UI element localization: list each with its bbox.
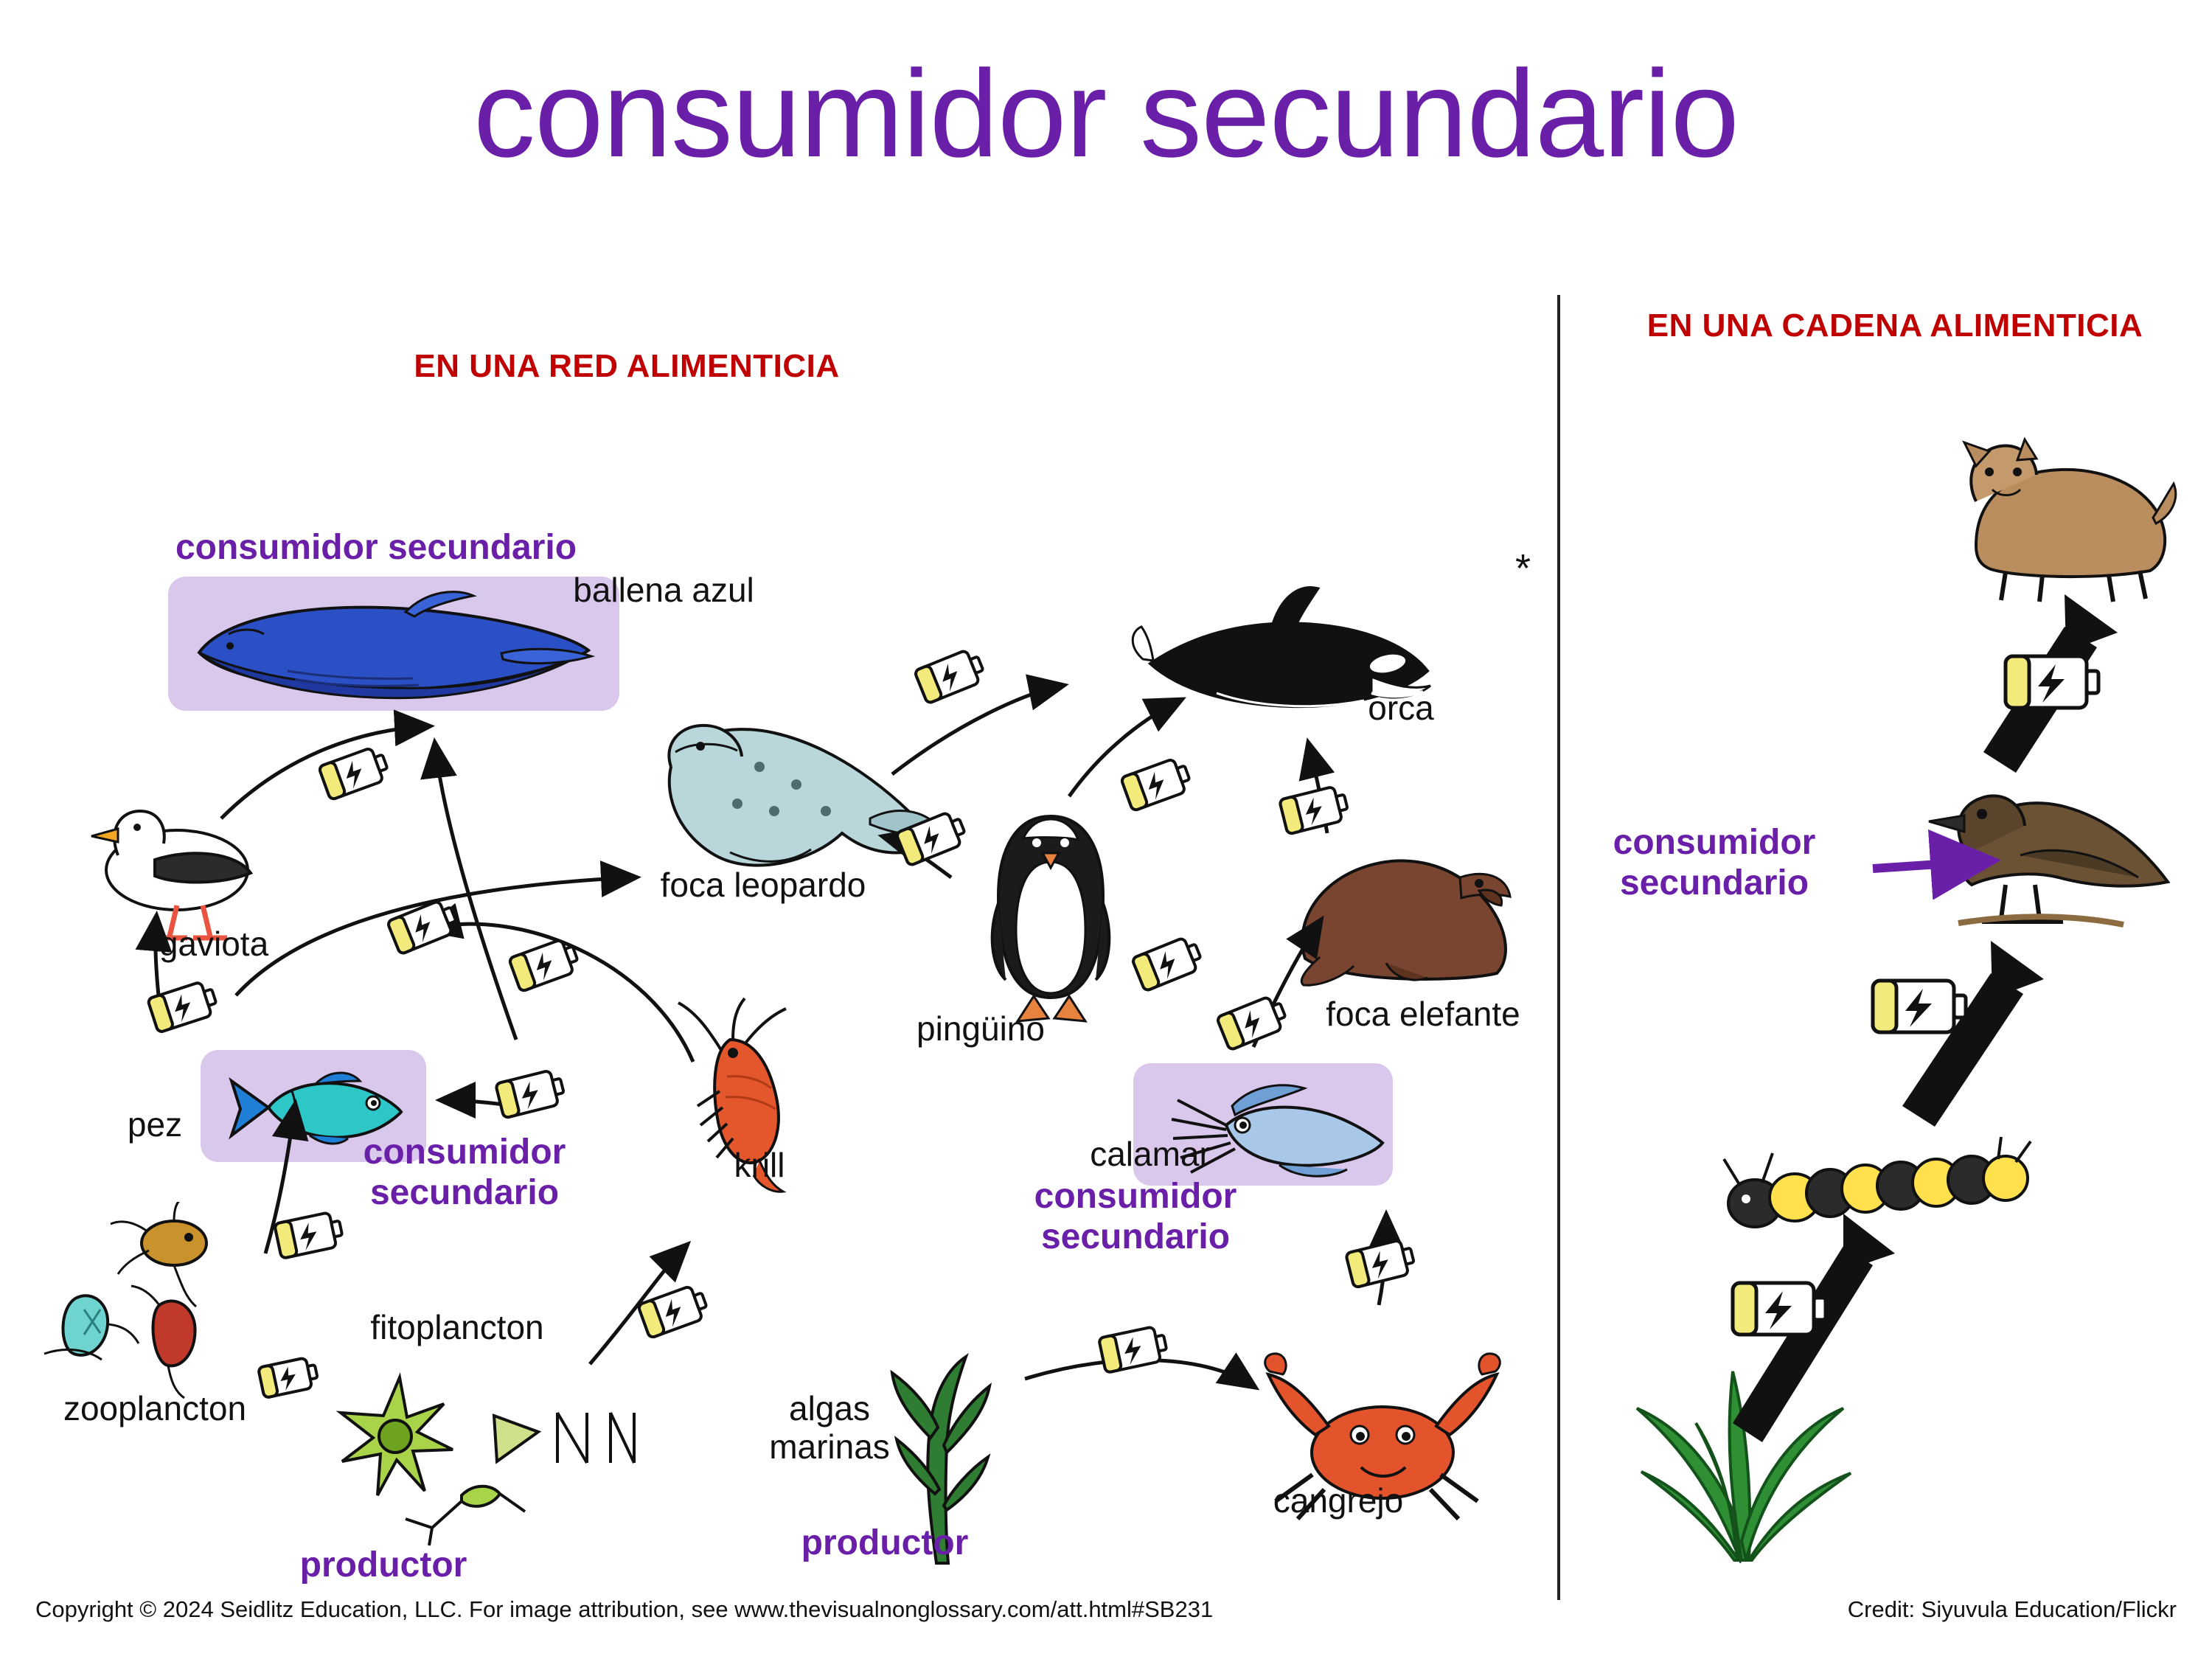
label-ballena-azul: ballena azul (573, 571, 754, 609)
caterpillar-illustration (1718, 1121, 2035, 1253)
copyright-text: Copyright © 2024 Seidlitz Education, LLC. For image attribution, see www.thevisualnonglossary.com/att.html#SB231 (35, 1596, 1214, 1622)
credit-text: Credit: Siyuvula Education/Flickr (1847, 1596, 2177, 1622)
squid-illustration (1139, 1062, 1390, 1194)
label-foca-elefante: foca elefante (1326, 995, 1520, 1033)
label-krill: krill (734, 1146, 785, 1184)
role-label-fitoplancton: productor (299, 1545, 467, 1585)
food-chain-heading: EN UNA CADENA ALIMENTICIA (1646, 307, 2143, 344)
asterisk-note: * (1515, 546, 1531, 591)
label-orca: orca (1368, 689, 1434, 727)
page-title: consumidor secundario (473, 44, 1739, 183)
label-pez: pez (127, 1105, 183, 1144)
section-divider (1557, 295, 1560, 1600)
label-algas-marinas: algas marinas (769, 1389, 890, 1466)
label-zooplancton: zooplancton (63, 1389, 247, 1427)
blue-whale-illustration (184, 582, 597, 712)
role-label-ballena: consumidor secundario (175, 528, 577, 567)
label-pinguino: pingüino (917, 1009, 1045, 1048)
label-calamar: calamar (1090, 1135, 1211, 1173)
role-label-calamar: consumidor secundario (1034, 1177, 1237, 1257)
role-label-bird-chain: consumidor secundario (1613, 823, 1816, 903)
cougar-illustration (1954, 413, 2183, 612)
bird-illustration (1888, 767, 2183, 966)
label-fitoplancton: fitoplancton (370, 1308, 544, 1346)
grass-illustration (1607, 1320, 1873, 1563)
food-web-heading: EN UNA RED ALIMENTICIA (414, 348, 840, 384)
role-label-pez: consumidor secundario (363, 1133, 566, 1213)
role-label-algas: productor (801, 1523, 969, 1562)
label-cangrejo: cangrejo (1273, 1481, 1404, 1520)
elephant-seal-illustration (1276, 826, 1519, 1003)
label-foca-leopardo: foca leopardo (660, 866, 866, 904)
zooplankton-illustration (29, 1202, 251, 1416)
phytoplankton-illustration (317, 1327, 641, 1548)
label-gaviota: gaviota (159, 925, 269, 963)
penguin-illustration (966, 800, 1135, 1043)
